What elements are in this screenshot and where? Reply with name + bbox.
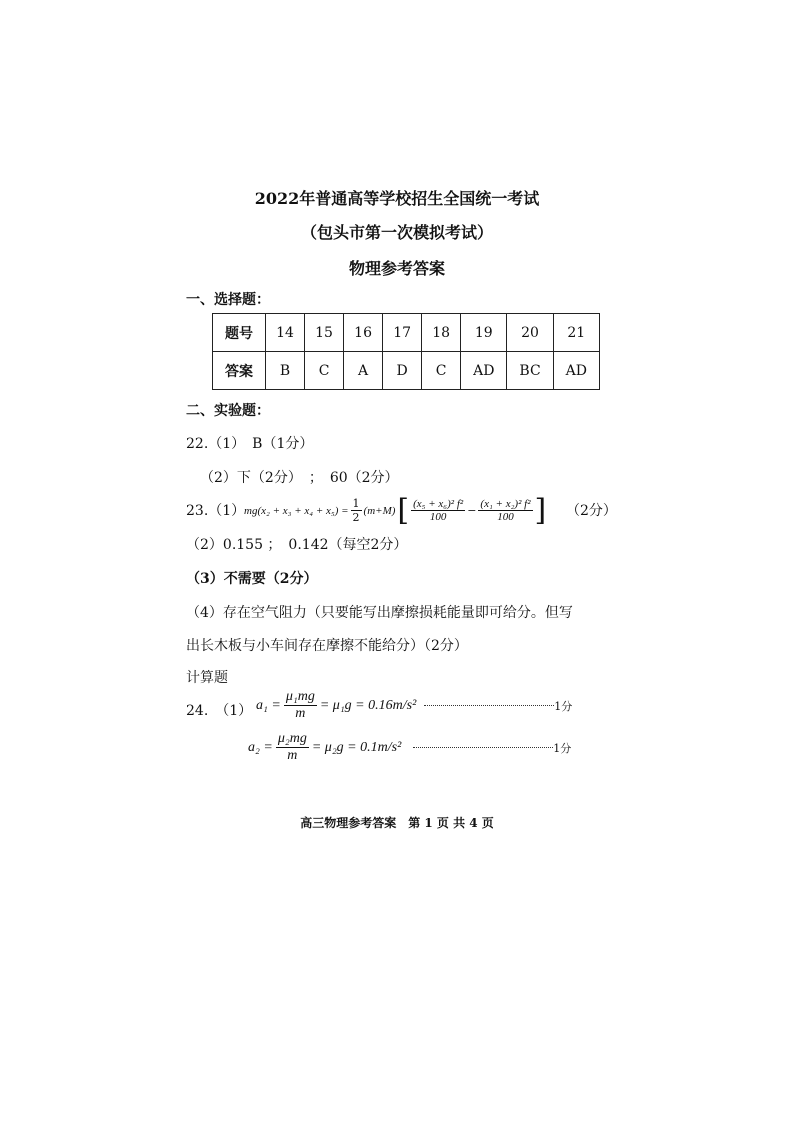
table-cell: C xyxy=(422,352,461,390)
table-cell: 19 xyxy=(461,314,507,352)
a2-fraction xyxy=(276,731,309,764)
table-cell: A xyxy=(344,352,383,390)
a2-score: 1分 xyxy=(553,741,572,755)
dotted-leader xyxy=(413,747,553,748)
a1-right: = μ₁g = 0.16m/s² xyxy=(319,697,417,713)
a1-fraction xyxy=(284,689,317,722)
section-calculation-heading: 计算题 xyxy=(186,670,228,686)
table-cell: 14 xyxy=(266,314,305,352)
page-footer: 高三物理参考答案 第 1 页 共 4 页 xyxy=(300,816,494,830)
q23-equation xyxy=(244,493,546,528)
a2-left: a₂ = xyxy=(248,739,273,755)
minus-sign: − xyxy=(467,504,477,517)
table-cell: B xyxy=(266,352,305,390)
fraction-numerator: 1 xyxy=(352,497,360,510)
half-fraction xyxy=(351,497,362,524)
exam-title: 2022年普通高等学校招生全国统一考试 xyxy=(254,189,540,208)
table-cell: BC xyxy=(507,352,553,390)
q23-part4-line2: 出长木板与小车间存在摩擦不能给分）（2分） xyxy=(186,638,468,654)
equation-left: mg(x₂ + x₃ + x₄ + x₅) = xyxy=(244,504,349,517)
q24-label: 24. （1） xyxy=(186,703,253,719)
fraction-numerator: (x₁ + x₂)² f² xyxy=(480,498,531,510)
fraction-numerator: μ₁mg xyxy=(285,689,315,704)
fraction-denominator: 100 xyxy=(429,511,447,523)
table-row xyxy=(213,352,600,390)
table-cell: 21 xyxy=(553,314,599,352)
question-number-header: 题号 xyxy=(213,314,266,352)
table-cell: AD xyxy=(553,352,599,390)
dotted-leader xyxy=(424,705,554,706)
table-cell: D xyxy=(383,352,422,390)
q22-part1: 22.（1） B（1分） xyxy=(186,436,314,452)
q23-part2: （2）0.155 ； 0.142（每空2分） xyxy=(186,537,408,553)
a2-equation xyxy=(248,731,571,764)
left-bracket: [ xyxy=(397,493,410,528)
table-cell: 16 xyxy=(344,314,383,352)
fraction-1 xyxy=(411,498,465,523)
q23-score: （2分） xyxy=(566,503,617,519)
section-experiment-heading: 二、实验题： xyxy=(186,403,270,419)
q22-part2: （2）下（2分） ； 60（2分） xyxy=(200,470,399,486)
fraction-denominator: m xyxy=(287,748,298,763)
a1-equation xyxy=(256,689,572,722)
q23-part3: （3）不需要（2分） xyxy=(186,571,318,587)
a1-score: 1分 xyxy=(554,699,573,713)
table-cell: C xyxy=(305,352,344,390)
a1-left: a₁ = xyxy=(256,697,281,713)
right-bracket: ] xyxy=(534,493,547,528)
fraction-denominator: m xyxy=(295,706,306,721)
section-choice-heading: 一、选择题： xyxy=(186,292,270,308)
q23-part4-line1: （4）存在空气阻力（只要能写出摩擦损耗能量即可给分。但写 xyxy=(186,605,573,621)
mass-term: (m+M) xyxy=(363,504,396,517)
fraction-numerator: μ₂mg xyxy=(277,731,307,746)
q23-label: 23.（1） xyxy=(186,503,246,519)
document-title: 物理参考答案 xyxy=(348,259,445,278)
table-cell: 18 xyxy=(422,314,461,352)
fraction-2 xyxy=(478,498,532,523)
fraction-denominator: 2 xyxy=(352,511,360,524)
answer-header: 答案 xyxy=(213,352,266,390)
table-cell: 17 xyxy=(383,314,422,352)
table-row xyxy=(213,314,600,352)
table-cell: AD xyxy=(461,352,507,390)
table-cell: 20 xyxy=(507,314,553,352)
a2-right: = μ₂g = 0.1m/s² xyxy=(311,739,402,755)
table-cell: 15 xyxy=(305,314,344,352)
answer-table xyxy=(212,313,600,390)
fraction-numerator: (x₅ + x₆)² f² xyxy=(413,498,464,510)
fraction-denominator: 100 xyxy=(497,511,514,523)
exam-subtitle: （包头市第一次模拟考试） xyxy=(300,223,493,242)
